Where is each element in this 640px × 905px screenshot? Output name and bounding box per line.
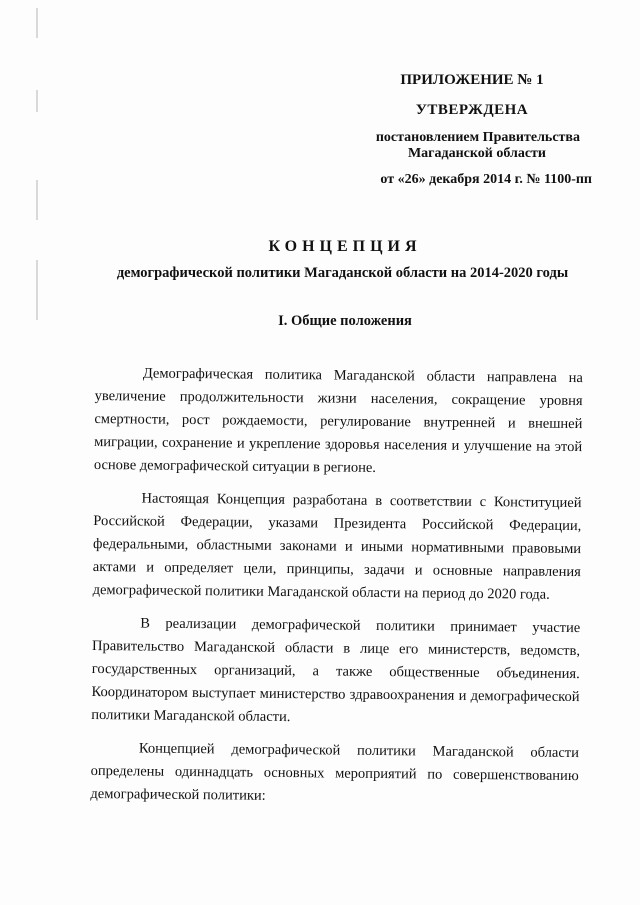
section-heading: I. Общие положения (278, 313, 412, 329)
document-title: КОНЦЕПЦИЯ (268, 238, 422, 255)
paragraph: Настоящая Концепция разработана в соответствии с Конституцией Российской Федерации, указами Президента Российской Федерации, федеральными, областными законами и иными нормативными правовыми актами и определяет цели, принципы, задачи и основные направления демографической политики Магаданской области на период до 2020 года. (92, 490, 582, 603)
approved-by-region: Магаданской области (407, 146, 546, 161)
approval-block (332, 72, 592, 188)
approved-label: УТВЕРЖДЕНА (415, 102, 529, 118)
scan-mark (36, 180, 38, 220)
approved-by-line: постановлением Правительства (375, 130, 580, 145)
approval-date: от «26» декабря 2014 г. № 1100-пп (380, 172, 592, 187)
paragraph: Концепцией демографической политики Магаданской области определены одиннадцать основных мероприятий по совершенствованию демографической политики: (90, 740, 580, 804)
paragraph: В реализации демографической политики принимает участие Правительство Магаданской области в лице его министерств, ведомств, государственных организаций, а также общественные объединения. Координатором выступает министерство здравоохранения и демографической политики Магаданской области. (91, 615, 581, 726)
document-subtitle: демографической политики Магаданской области на 2014-2020 годы (116, 265, 569, 281)
appendix-label: ПРИЛОЖЕНИЕ № 1 (400, 72, 544, 88)
scan-mark (36, 8, 38, 38)
document-body (90, 362, 583, 821)
scan-mark (36, 90, 38, 112)
paragraph: Демографическая политика Магаданской области направлена на увеличение продолжительности жизни населения, сокращение уровня смертности, рост рождаемости, регулирование внутренней и внешней миграции, сохранение и укрепление здоровья населения и улучшение на этой основе демографической ситуации в регионе. (93, 365, 583, 476)
